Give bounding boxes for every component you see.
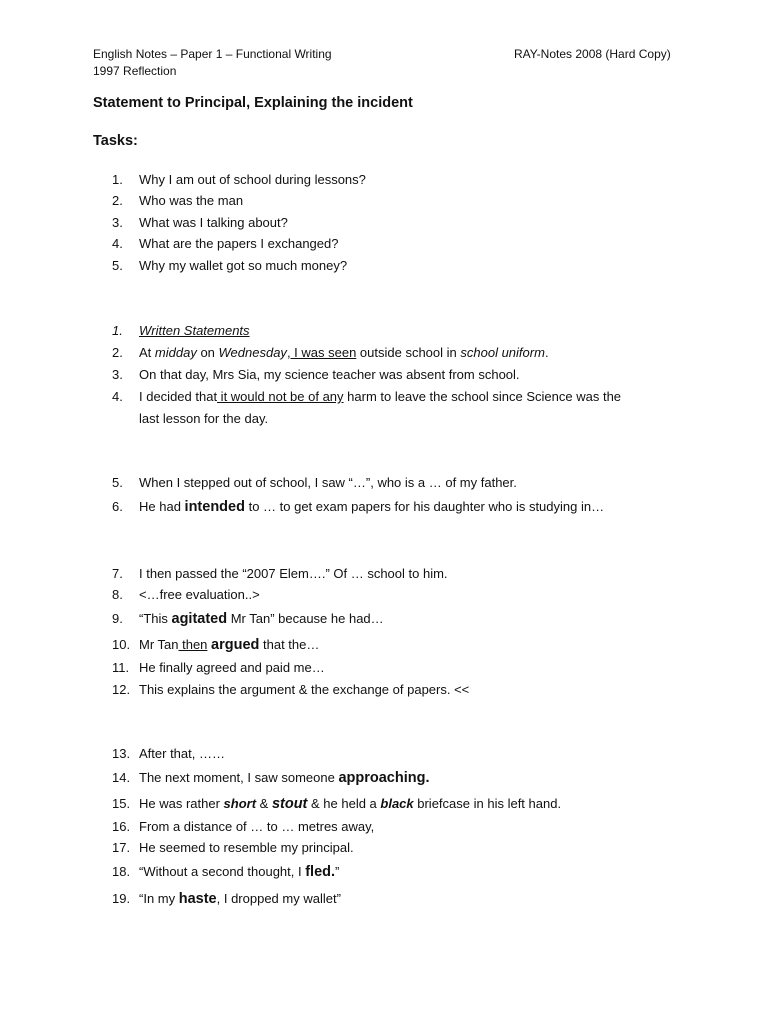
- statement-text: When I stepped out of school, I saw “…”, who is a … of my father.: [139, 475, 517, 490]
- list-number: 18.: [112, 864, 131, 879]
- header-year: 1997 Reflection: [93, 64, 177, 78]
- list-number: 13.: [112, 746, 131, 761]
- statement-text: He finally agreed and paid me…: [139, 660, 325, 675]
- statement-text: last lesson for the day.: [139, 411, 269, 426]
- task-text: Why I am out of school during lessons?: [139, 172, 366, 187]
- list-number: 16.: [112, 819, 131, 834]
- task-text: What are the papers I exchanged?: [139, 236, 339, 251]
- list-number: 14.: [112, 770, 131, 785]
- list-number: 1.: [112, 172, 123, 187]
- statement-text: “Without a second thought, I fled.”: [139, 864, 340, 880]
- page-title: Statement to Principal, Explaining the incident: [93, 95, 413, 111]
- statement-text: At midday on Wednesday, I was seen outside school in school uniform.: [139, 345, 549, 360]
- statement-text: “This agitated Mr Tan” because he had…: [139, 611, 384, 627]
- statement-text: The next moment, I saw someone approaching.: [139, 770, 430, 786]
- header-subject: English Notes – Paper 1 – Functional Writing: [93, 47, 332, 61]
- task-text: What was I talking about?: [139, 215, 288, 230]
- list-number: 1.: [112, 323, 123, 338]
- tasks-heading: Tasks:: [93, 133, 138, 149]
- list-number: 4.: [112, 389, 123, 404]
- header-source: RAY-Notes 2008 (Hard Copy): [514, 47, 671, 61]
- statement-text: After that, ……: [139, 746, 225, 761]
- statement-text: He had intended to … to get exam papers for his daughter who is studying in…: [139, 499, 605, 515]
- list-number: 5.: [112, 475, 123, 490]
- statement-text: <…free evaluation..>: [139, 587, 260, 602]
- list-number: 12.: [112, 682, 131, 697]
- list-number: 8.: [112, 587, 123, 602]
- list-number: 2.: [112, 193, 123, 208]
- list-number: 3.: [112, 215, 123, 230]
- statement-text: I decided that it would not be of any harm to leave the school since Science was the: [139, 389, 622, 404]
- task-text: Why my wallet got so much money?: [139, 258, 348, 273]
- list-number: 19.: [112, 891, 131, 906]
- statement-text: Mr Tan then argued that the…: [139, 637, 320, 653]
- list-number: 9.: [112, 611, 123, 626]
- statement-text: He seemed to resemble my principal.: [139, 840, 354, 855]
- statement-text: This explains the argument & the exchange of papers. <<: [139, 682, 470, 697]
- statement-text: I then passed the “2007 Elem….” Of … school to him.: [139, 566, 448, 581]
- list-number: 3.: [112, 367, 123, 382]
- list-number: 17.: [112, 840, 131, 855]
- list-number: 5.: [112, 258, 123, 273]
- list-number: 6.: [112, 499, 123, 514]
- statement-text: He was rather short & stout & he held a black briefcase in his left hand.: [139, 796, 562, 812]
- list-number: 7.: [112, 566, 123, 581]
- statement-text: On that day, Mrs Sia, my science teacher was absent from school.: [139, 367, 520, 382]
- statement-text: From a distance of … to … metres away,: [139, 819, 375, 834]
- task-text: Who was the man: [139, 193, 244, 208]
- list-number: 10.: [112, 637, 131, 652]
- list-number: 4.: [112, 236, 123, 251]
- statement-heading: Written Statements: [139, 323, 250, 338]
- list-number: 15.: [112, 796, 131, 811]
- list-number: 11.: [112, 660, 130, 675]
- statement-text: “In my haste, I dropped my wallet”: [139, 891, 341, 907]
- list-number: 2.: [112, 345, 123, 360]
